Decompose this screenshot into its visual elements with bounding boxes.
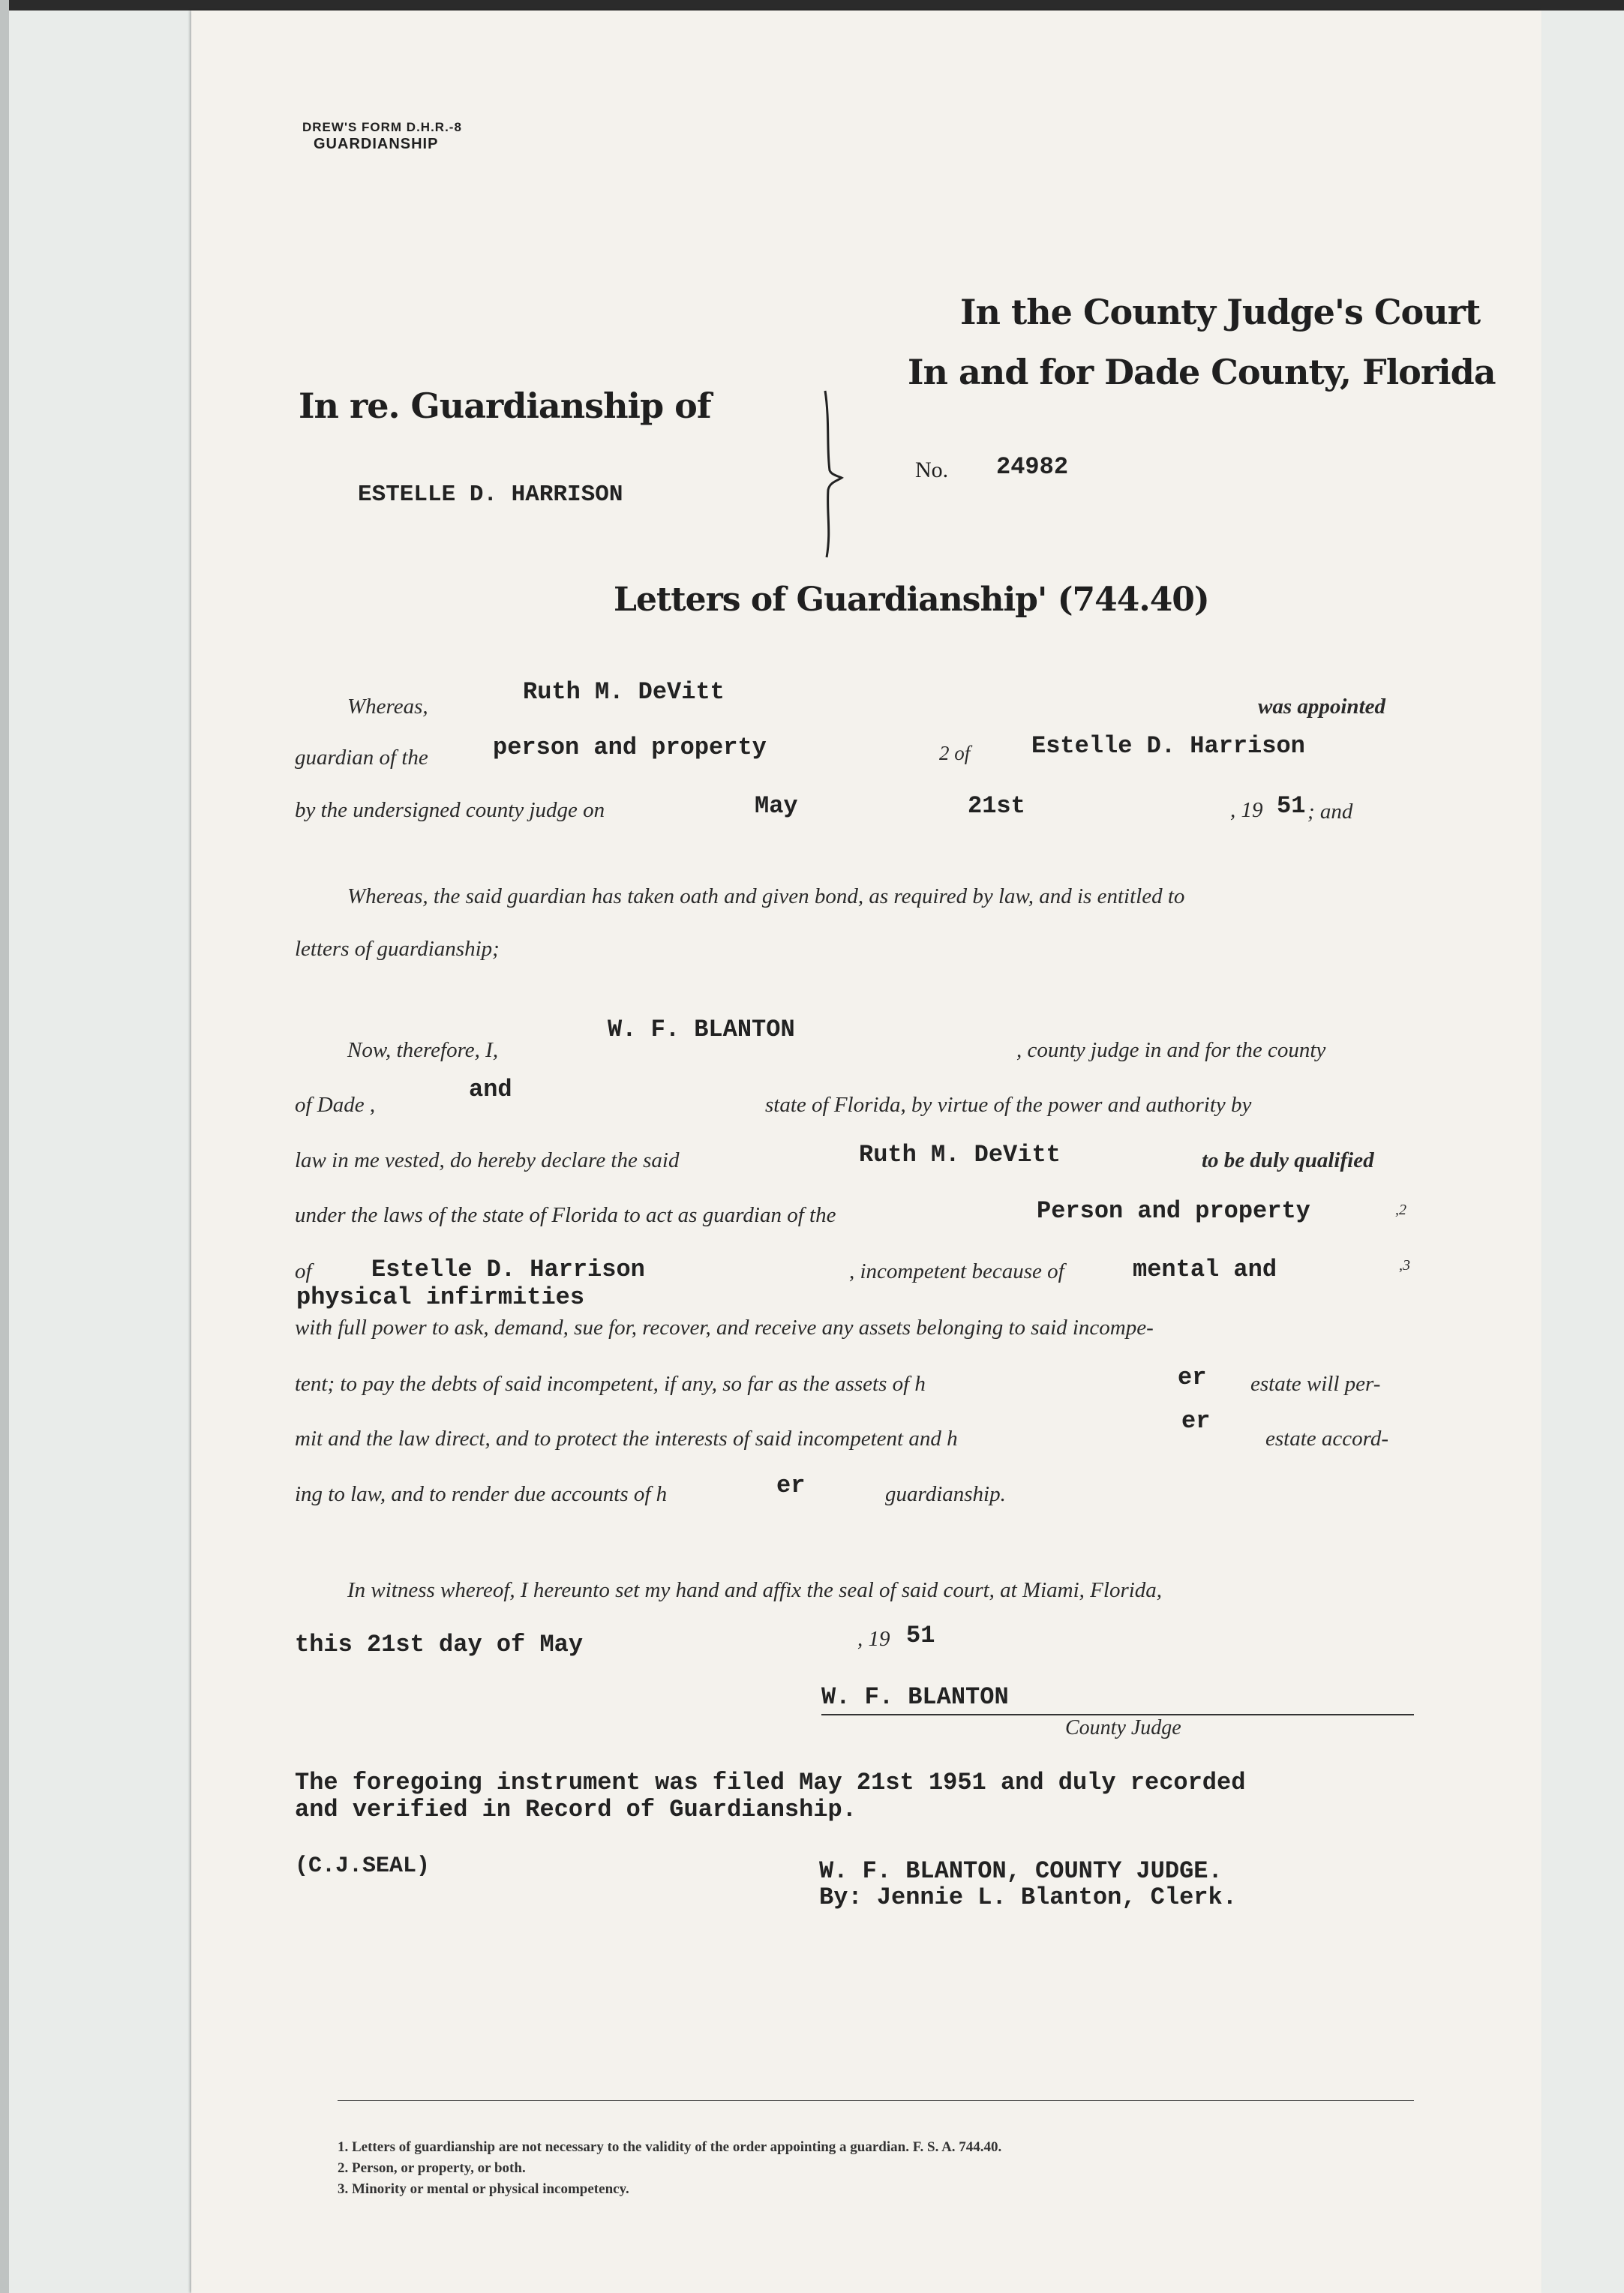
of-dade-text: of Dade , — [295, 1093, 376, 1117]
filing-note-line1: The foregoing instrument was filed May 21st 1951 and duly recorded — [295, 1769, 1246, 1796]
in-re-caption: In re. Guardianship of — [299, 386, 711, 426]
pronoun-her-3: er — [776, 1472, 806, 1499]
law-vested-text: law in me vested, do hereby declare the said — [295, 1148, 680, 1172]
incompetency-reason-2: physical infirmities — [296, 1283, 585, 1311]
was-appointed-text: was appointed — [1258, 695, 1385, 719]
document-page — [191, 11, 1541, 2293]
pronoun-her-2: er — [1181, 1407, 1211, 1435]
case-number-label: No. — [915, 458, 949, 482]
footnote-ref-3: ,3 — [1399, 1257, 1410, 1274]
guardian-name: Ruth M. DeVitt — [523, 678, 725, 706]
sup-2-of: 2 of — [939, 742, 971, 764]
ward-name-2: Estelle D. Harrison — [371, 1256, 645, 1283]
footnote-1: 1. Letters of guardianship are not necessary to the validity of the order appointing a guardian. F. S. A. 744.40. — [338, 2139, 1002, 2155]
judge-signature: W. F. BLANTON — [821, 1683, 1009, 1711]
guardian-of-the-text: guardian of the — [295, 746, 428, 770]
filing-clerk: By: Jennie L. Blanton, Clerk. — [819, 1883, 1237, 1911]
appointment-day: 21st — [968, 792, 1025, 820]
protect-interests-text: mit and the law direct, and to protect the interests of said incompetent and h — [295, 1427, 958, 1451]
guardianship-scope: person and property — [493, 734, 767, 761]
guardianship-text: guardianship. — [885, 1482, 1006, 1506]
judge-name: W. F. BLANTON — [608, 1016, 795, 1043]
filing-judge: W. F. BLANTON, COUNTY JUDGE. — [819, 1857, 1223, 1885]
caption-brace — [819, 389, 846, 559]
scan-border-left — [0, 0, 9, 2293]
court-heading-line2: In and for Dade County, Florida — [908, 352, 1496, 392]
guardianship-scope-2: Person and property — [1037, 1197, 1310, 1225]
oath-bond-line2: letters of guardianship; — [295, 937, 500, 961]
signing-year-prefix: , 19 — [857, 1627, 890, 1651]
witness-clause: In witness whereof, I hereunto set my hand and affix the seal of said court, at Miami, Florida, — [347, 1578, 1163, 1602]
incompetent-because-text: , incompetent because of — [849, 1259, 1064, 1283]
whereas-label: Whereas, — [347, 695, 428, 719]
full-power-text: with full power to ask, demand, sue for, recover, and receive any assets belonging to said incompe- — [295, 1316, 1154, 1340]
ward-name-caption: ESTELLE D. HARRISON — [358, 482, 623, 508]
ward-name: Estelle D. Harrison — [1031, 732, 1305, 760]
incompetency-reason-1: mental and — [1133, 1256, 1277, 1283]
footnote-ref-2: ,2 — [1395, 1202, 1406, 1218]
pronoun-her-1: er — [1178, 1364, 1207, 1391]
oath-bond-line1: Whereas, the said guardian has taken oath and given bond, as required by law, and is entitled to — [347, 884, 1185, 908]
year-prefix: , 19 — [1230, 798, 1263, 822]
under-laws-text: under the laws of the state of Florida to act as guardian of the — [295, 1203, 836, 1227]
estate-according-text: estate accord- — [1265, 1427, 1389, 1451]
court-heading-line1: In the County Judge's Court — [960, 292, 1481, 332]
and-typed: and — [469, 1076, 512, 1103]
appointment-year: 51 — [1277, 792, 1306, 820]
estate-will-permit-text: estate will per- — [1250, 1372, 1381, 1396]
render-accounts-text: ing to law, and to render due accounts of h — [295, 1482, 668, 1506]
state-authority-text: state of Florida, by virtue of the power and authority by — [765, 1093, 1252, 1117]
by-judge-text: by the undersigned county judge on — [295, 798, 605, 822]
duly-qualified-text: to be duly qualified — [1202, 1148, 1374, 1172]
footnote-3: 3. Minority or mental or physical incompetency. — [338, 2181, 629, 2197]
county-judge-text: , county judge in and for the county — [1016, 1038, 1326, 1062]
document-title: Letters of Guardianship' (744.40) — [614, 581, 1209, 619]
case-number: 24982 — [996, 453, 1069, 481]
form-type: GUARDIANSHIP — [314, 136, 439, 152]
appointment-month: May — [755, 792, 798, 820]
filing-note-line2: and verified in Record of Guardianship. — [295, 1796, 857, 1823]
now-therefore-text: Now, therefore, I, — [347, 1038, 499, 1062]
signing-year: 51 — [906, 1622, 935, 1649]
and-text: ; and — [1307, 800, 1353, 824]
pay-debts-text: tent; to pay the debts of said incompetent, if any, so far as the assets of h — [295, 1372, 926, 1396]
guardian-name-qualified: Ruth M. DeVitt — [859, 1141, 1061, 1169]
form-number: DREW'S FORM D.H.R.-8 — [302, 120, 462, 134]
footnote-2: 2. Person, or property, or both. — [338, 2160, 526, 2176]
signature-line — [821, 1714, 1414, 1715]
footnote-divider — [338, 2100, 1414, 2101]
signing-date: this 21st day of May — [295, 1631, 584, 1658]
scan-border-top — [0, 0, 1624, 11]
of-text: of — [295, 1259, 312, 1283]
court-seal-label: (C.J.SEAL) — [295, 1853, 431, 1879]
county-judge-title: County Judge — [1065, 1716, 1181, 1739]
